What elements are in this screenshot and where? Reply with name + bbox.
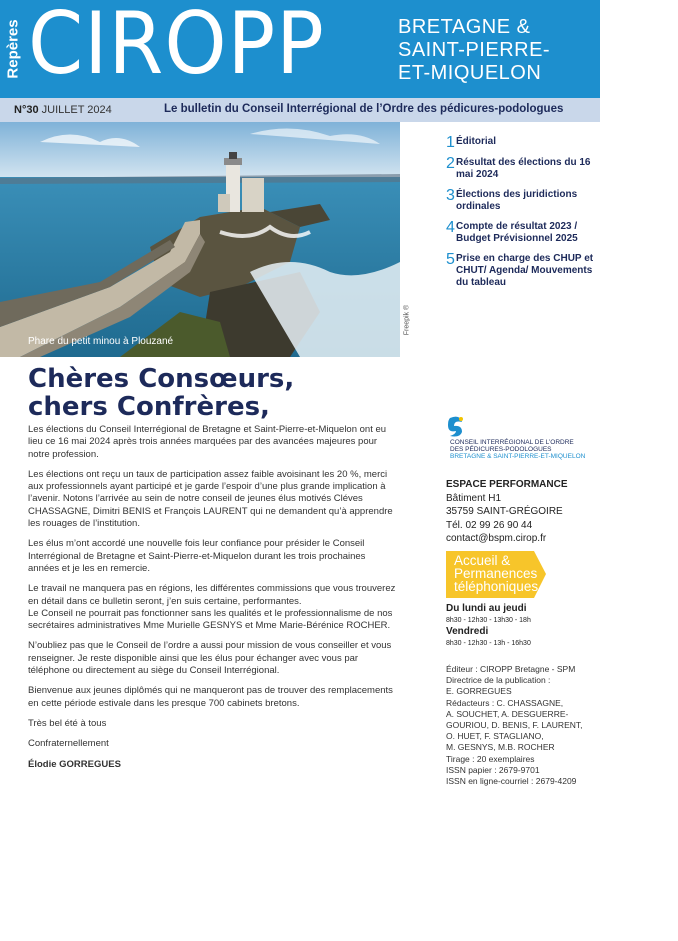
masthead: [0, 0, 600, 98]
hours-weekday-times: 8h30 - 12h30 - 13h30 - 18h: [446, 616, 531, 624]
credit-line: A. SOUCHET, A. DESGUERRE-: [446, 708, 569, 719]
issue-number: N°30: [14, 104, 39, 116]
issue-info: [14, 104, 112, 116]
badge-line: téléphoniques: [454, 579, 539, 594]
toc-item[interactable]: [446, 136, 596, 149]
address-email[interactable]: contact@bspm.cirop.fr: [446, 533, 547, 544]
hours-friday-times: 8h30 - 12h30 - 13h - 16h30: [446, 639, 531, 647]
toc-number: 3: [446, 187, 455, 204]
paragraph: Les élections du Conseil Interrégional de Bretagne et Saint-Pierre-et-Miquelon ont eu lieu ce 16 mai 2024 après trois années marquées par des avancées majeures pour notre profession.: [28, 424, 387, 460]
toc-label: Élections des juridictions ordinales: [456, 189, 578, 212]
address-building: Bâtiment H1: [446, 492, 502, 504]
greeting-line: Chères Consœurs,: [28, 364, 295, 394]
address-name: ESPACE PERFORMANCE: [446, 479, 568, 490]
editorial-heading: [28, 365, 294, 421]
issue-date: JUILLET 2024: [41, 104, 112, 116]
paragraph: Confraternellement: [28, 738, 109, 750]
toc-number: 5: [446, 251, 455, 268]
editorial-body: [28, 424, 398, 779]
badge-text: [454, 554, 538, 593]
paragraph: N’oubliez pas que le Conseil de l’ordre a aussi pour mission de vous conseiller et vous renseigner. Je reste disponible ainsi que les élus pour échanger avec vous par téléphone ou directement au siège du Conseil Interrégional.: [28, 640, 392, 677]
toc-item[interactable]: [446, 157, 596, 181]
paragraph: Le Conseil ne pourrait pas fonctionner sans les qualités et le professionnalisme de nos secrétaires administratives Mme Murielle GESNYS et Mme Marie-Bérénice ROCHER.: [28, 607, 393, 632]
contact-address: [446, 478, 568, 546]
toc-number: 4: [446, 219, 455, 236]
paragraph: Les élections ont reçu un taux de participation assez faible avoisinant les 20 %, merci aux professionnels ayant participé et je garde l’espoir d’une plus grande implication à l’avenir. Notons l’arrivée au sein de notre conseil de jeunes élus motivés Cléves CHASSAGNE, Dimitri BENIS et François LAURENT qui ne demandent qu’à apprendre les rouages de l’institution.: [28, 468, 393, 530]
toc-number: 1: [446, 134, 455, 151]
address-city: 35759 SAINT-GRÉGOIRE: [446, 506, 563, 517]
address-phone[interactable]: Tél. 02 99 26 90 44: [446, 519, 533, 531]
photo-caption: Phare du petit minou à Plouzané: [28, 336, 174, 347]
region-line: SAINT-PIERRE-: [398, 39, 551, 61]
hours-friday: Vendredi: [446, 626, 489, 637]
credit-line: Directrice de la publication :: [446, 675, 551, 686]
badge-line: Permanences: [454, 566, 538, 581]
credit-line: ISSN papier : 2679-9701: [446, 764, 540, 775]
credit-line: Éditeur : CIROPP Bretagne - SPM: [446, 664, 576, 674]
toc-number: 2: [446, 155, 455, 172]
paragraph: Le travail ne manquera pas en régions, les différentes commissions que vous trouverez en détail dans ce bulletin seront, j’en suis certaine, performantes.: [28, 583, 396, 607]
photo-credit: Freepik ®: [403, 304, 411, 336]
lighthouse-illustration: [0, 122, 400, 357]
signature: Élodie GORREGUES: [28, 758, 121, 770]
credit-line: ISSN en ligne-courriel : 2679-4209: [446, 776, 577, 787]
org-name: [450, 416, 600, 460]
org-line: DES PÉDICURES-PODOLOGUES: [450, 446, 552, 453]
toc-label: Prise en charge des CHUP et CHUT/ Agenda/ Mouvements du tableau: [456, 253, 594, 288]
side-label: Repères: [4, 19, 22, 79]
badge-line: Accueil &: [454, 553, 511, 568]
tagline: Le bulletin du Conseil Interrégional de l’Ordre des pédicures-podologues: [164, 103, 564, 115]
toc-item[interactable]: [446, 189, 596, 213]
credit-line: Rédacteurs : C. CHASSAGNE,: [446, 697, 564, 708]
logo-wordmark: CIROPP: [28, 0, 325, 94]
publication-credits: [446, 664, 596, 787]
toc-item[interactable]: [446, 253, 596, 289]
paragraph: Bienvenue aux jeunes diplômés qui ne manqueront pas de trouver des remplacements en cette période estivale dans les presque 700 cabinets bretons.: [28, 685, 393, 709]
region-line: ET-MIQUELON: [398, 62, 542, 84]
toc-item[interactable]: [446, 221, 596, 245]
credit-line: M. GESNYS, M.B. ROCHER: [446, 742, 555, 753]
paragraph: Les élus m’ont accordé une nouvelle fois leur confiance pour présider le Conseil Interrégional de Bretagne et Saint-Pierre-et-Miquelon durant les trois prochaines années et je les en remercie.: [28, 538, 366, 574]
accueil-badge: [446, 551, 546, 598]
org-line: CONSEIL INTERRÉGIONAL DE L’ORDRE: [450, 439, 574, 446]
hours-weekdays: Du lundi au jeudi: [446, 603, 527, 614]
lighthouse-photo: [0, 122, 400, 357]
greeting-line: chers Confrères,: [28, 392, 270, 422]
toc-label: Résultat des élections du 16 mai 2024: [456, 157, 591, 180]
credit-line: E. GORREGUES: [446, 686, 512, 697]
region-line: BRETAGNE &: [398, 16, 531, 38]
office-hours: [446, 603, 531, 649]
credit-line: GOURIOU, D. BENIS, F. LAURENT,: [446, 720, 583, 731]
paragraph: Très bel été à tous: [28, 717, 107, 729]
toc-label: Compte de résultat 2023 / Budget Prévisionnel 2025: [456, 221, 578, 244]
credit-line: O. HUET, F. STAGLIANO,: [446, 731, 544, 742]
region-title: [398, 16, 550, 85]
credit-line: Tirage : 20 exemplaires: [446, 753, 535, 764]
table-of-contents: [446, 136, 596, 297]
toc-label: Éditorial: [456, 136, 497, 147]
org-line: BRETAGNE & SAINT-PIERRE-ET-MIQUELON: [450, 453, 586, 460]
